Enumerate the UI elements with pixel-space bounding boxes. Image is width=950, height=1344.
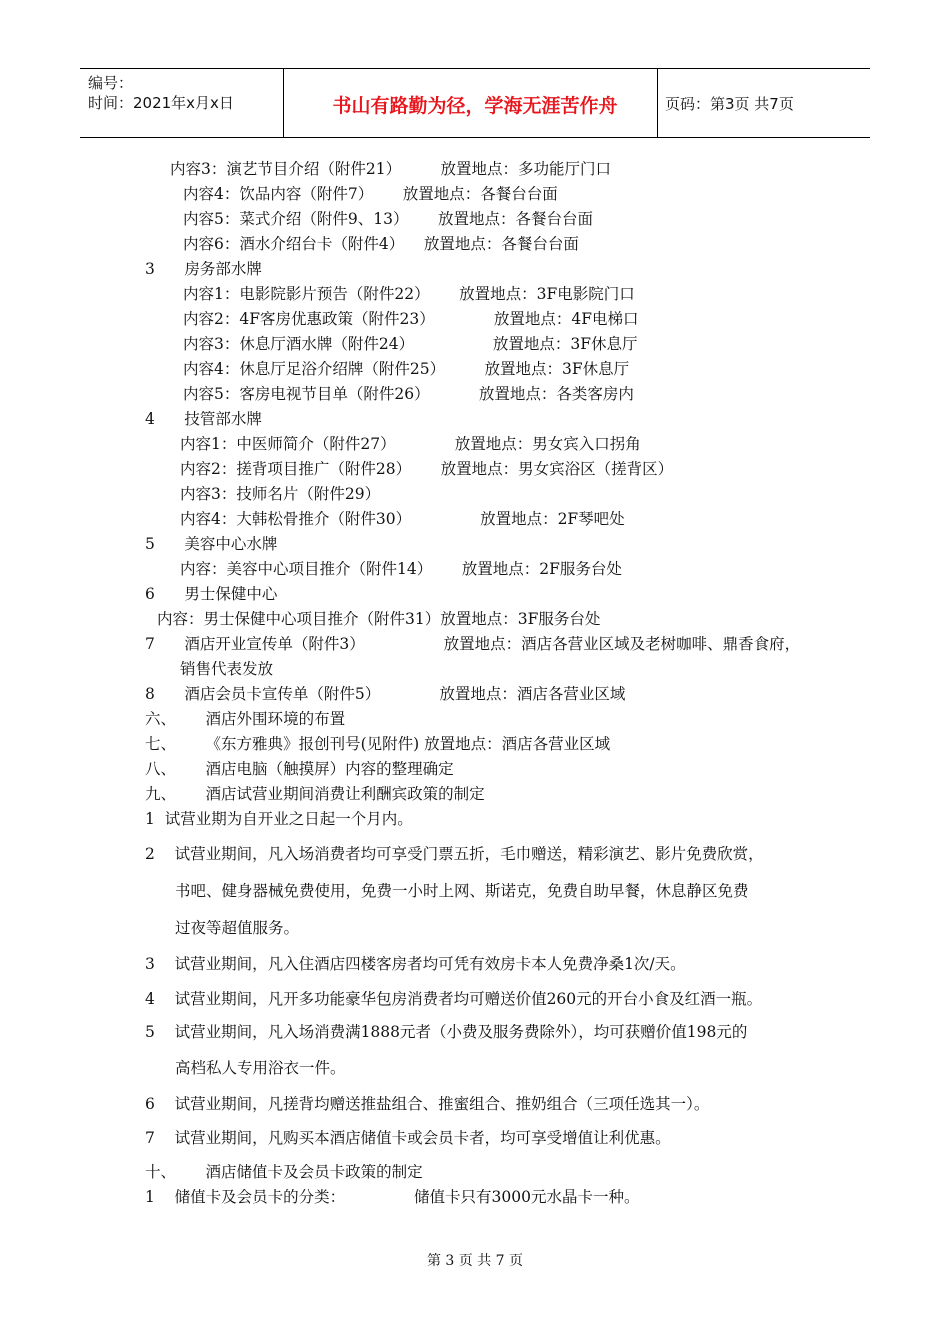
text-line: 5 试营业期间，凡入场消费满1888元者（小费及服务费除外），均可获赠价值198元的 [145,1023,748,1041]
text-line: 内容4：休息厅足浴介绍牌（附件25） 放置地点：3F休息厅 [183,360,630,378]
text-line: 内容1：中医师简介（附件27） 放置地点：男女宾入口拐角 [180,435,641,453]
header-page-info: 页码：第3页 共7页 [665,95,794,113]
text-line: 内容：男士保健中心项目推介（附件31）放置地点：3F服务台处 [157,610,601,628]
text-line: 7 酒店开业宣传单（附件3） 放置地点：酒店各营业区域及老树咖啡、鼎香食府， [145,635,801,653]
text-line: 内容3：技师名片（附件29） [180,485,381,503]
header-meta [88,73,234,113]
header-motto: 书山有路勤为径，学海无涯苦作舟 [332,95,618,117]
text-line: 销售代表发放 [180,660,274,678]
text-line: 内容3：休息厅酒水牌（附件24） 放置地点：3F休息厅 [183,335,638,353]
section-heading: 6 男士保健中心 [145,585,278,603]
text-line: 4 试营业期间，凡开多功能豪华包房消费者均可赠送价值260元的开台小食及红酒一瓶。 [145,990,763,1008]
text-line: 2 试营业期间，凡入场消费者均可享受门票五折，毛巾赠送，精彩演艺、影片免费欣赏， [145,845,764,863]
text-line: 1 试营业期为自开业之日起一个月内。 [145,810,413,828]
section-heading: 八、 酒店电脑（触摸屏）内容的整理确定 [145,760,454,778]
text-line: 内容1：电影院影片预告（附件22） 放置地点：3F电影院门口 [183,285,635,303]
text-line: 8 酒店会员卡宣传单（附件5） 放置地点：酒店各营业区域 [145,685,626,703]
text-line: 内容2：4F客房优惠政策（附件23） 放置地点：4F电梯口 [183,310,639,328]
page-header [80,68,870,138]
text-line: 6 试营业期间，凡搓背均赠送推盐组合、推蜜组合、推奶组合（三项任选其一）。 [145,1095,710,1113]
text-line: 内容5：菜式介绍（附件9、13） 放置地点：各餐台台面 [183,210,594,228]
text-line: 书吧、健身器械免费使用，免费一小时上网、斯诺克，免费自助早餐，休息静区免费 [175,882,749,900]
section-heading: 六、 酒店外围环境的布置 [145,710,346,728]
section-heading: 4 技管部水牌 [145,410,262,428]
text-line: 内容6：酒水介绍台卡（附件4） 放置地点：各餐台台面 [183,235,579,253]
header-divider [283,69,284,137]
text-line: 3 试营业期间，凡入住酒店四楼客房者均可凭有效房卡本人免费净桑1次/天。 [145,955,686,973]
section-heading: 5 美容中心水牌 [145,535,278,553]
text-line: 内容4：大韩松骨推介（附件30） 放置地点：2F琴吧处 [180,510,625,528]
header-divider [657,69,658,137]
section-heading: 九、 酒店试营业期间消费让利酬宾政策的制定 [145,785,485,803]
text-line: 1 储值卡及会员卡的分类： 储值卡只有3000元水晶卡一种。 [145,1188,640,1206]
section-heading: 七、 《东方雅典》报创刊号(见附件) 放置地点：酒店各营业区域 [145,735,611,753]
document-date: 时间：2021年x月x日 [88,94,234,112]
section-heading: 十、 酒店储值卡及会员卡政策的制定 [145,1163,423,1181]
text-line: 内容3：演艺节目介绍（附件21） 放置地点：多功能厅门口 [170,160,612,178]
text-line: 内容5：客房电视节目单（附件26） 放置地点：各类客房内 [183,385,634,403]
document-number-label: 编号： [88,74,134,92]
page-footer: 第 3 页 共 7 页 [426,1253,524,1269]
text-line: 7 试营业期间，凡购买本酒店储值卡或会员卡者，均可享受增值让利优惠。 [145,1129,671,1147]
text-line: 内容4：饮品内容（附件7） 放置地点：各餐台台面 [183,185,558,203]
text-line: 内容2：搓背项目推广（附件28） 放置地点：男女宾浴区（搓背区） [180,460,674,478]
text-line: 过夜等超值服务。 [175,919,300,937]
text-line: 高档私人专用浴衣一件。 [175,1059,346,1077]
section-heading: 3 房务部水牌 [145,260,262,278]
text-line: 内容：美容中心项目推介（附件14） 放置地点：2F服务台处 [180,560,622,578]
